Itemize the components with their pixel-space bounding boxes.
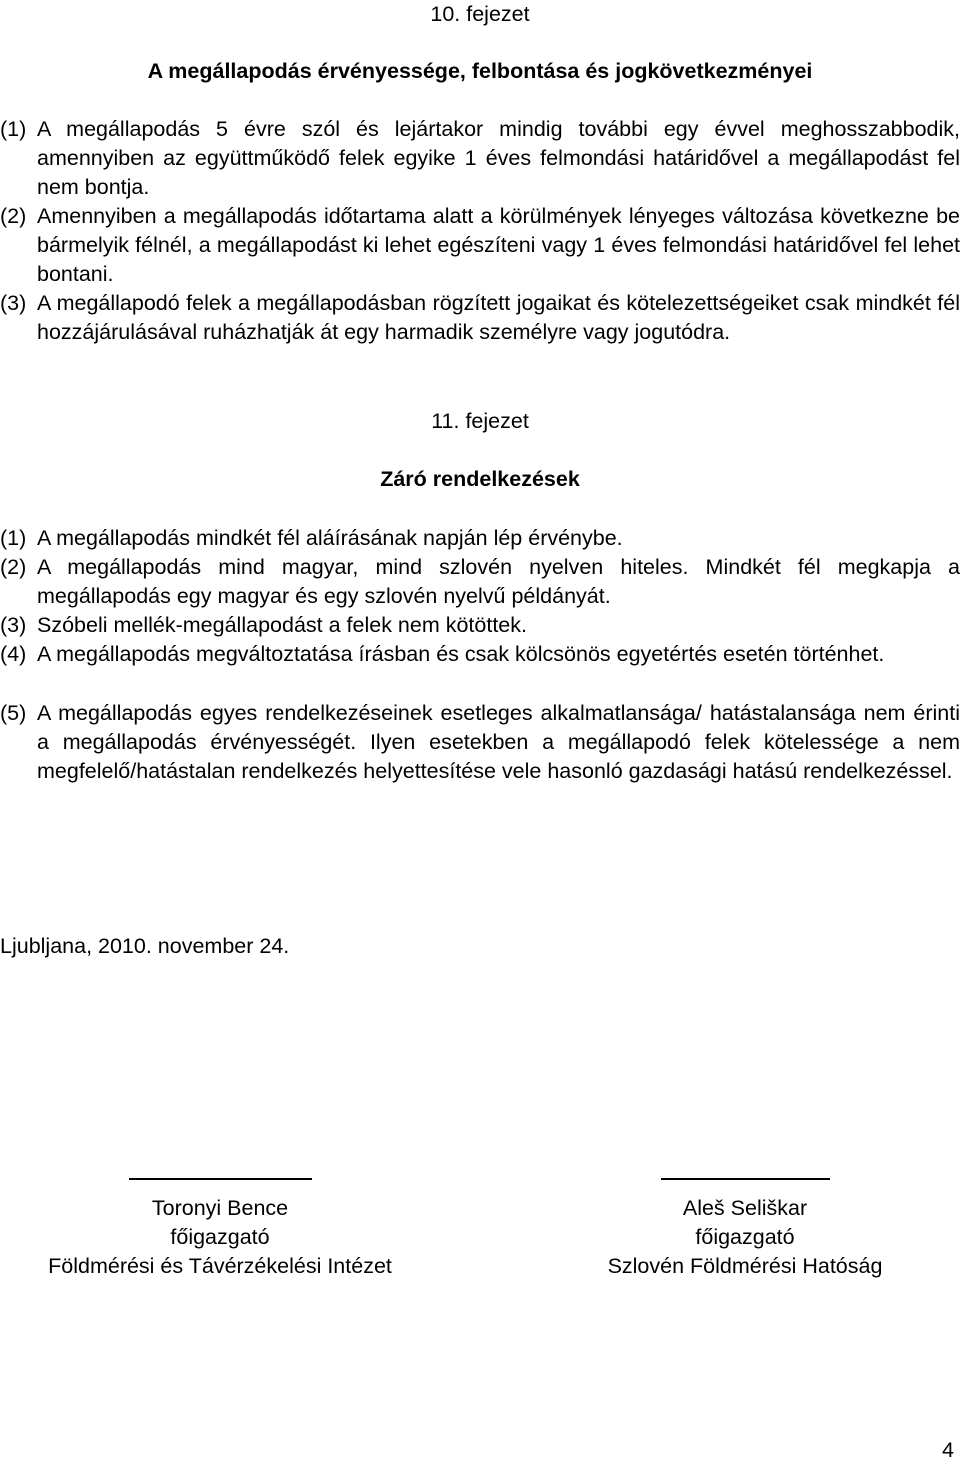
signer-role: főigazgató [170,1225,270,1249]
chapter-10-title: A megállapodás érvényessége, felbontása és jogkövetkezményei [147,59,813,83]
chapter-11-paragraph-4 [0,640,960,669]
signer-name: Toronyi Bence [151,1196,289,1220]
chapter-11-title: Záró rendelkezések [380,467,580,491]
signature-block-right [560,1178,930,1281]
signer-role: főigazgató [695,1225,795,1249]
place-and-date: Ljubljana, 2010. november 24. [0,934,290,958]
paragraph-number: (3) [0,291,27,315]
paragraph-number: (3) [0,613,27,637]
chapter-11-paragraph-1 [0,524,960,553]
paragraph-number: (1) [0,117,27,141]
paragraph-number: (5) [0,701,27,725]
chapter-11-paragraph-5 [0,699,960,786]
chapter-11-heading: 11. fejezet [431,409,529,433]
signature-line [661,1178,830,1180]
signature-line [129,1178,312,1180]
page-number: 4 [942,1438,954,1462]
paragraph-text: A megállapodás megváltoztatása írásban és csak kölcsönös egyetértés esetén történhet. [37,642,885,666]
paragraph-number: (4) [0,642,27,666]
chapter-10-paragraph-2 [0,202,960,289]
signer-name: Aleš Seliškar [682,1196,808,1220]
paragraph-text: A megállapodás egyes rendelkezéseinek esetleges alkalmatlansága/ hatástalansága nem érinti a megállapodás érvényességét. Ilyen esetekben a megállapodó felek kötelessége a nem megfelelő/hatástalan rendelkezés helyettesítése vele hasonló gazdasági hatású rendelkezéssel. [37,701,960,783]
paragraph-text: Szóbeli mellék-megállapodást a felek nem kötöttek. [37,613,527,637]
signature-block-left [0,1178,440,1281]
signer-organization: Szlovén Földmérési Hatóság [607,1254,883,1278]
chapter-10-paragraph-1 [0,115,960,202]
paragraph-text: A megállapodás mindkét fél aláírásának napján lép érvénybe. [37,526,623,550]
chapter-11-paragraph-3 [0,611,960,640]
chapter-11-paragraph-2 [0,553,960,611]
signer-organization: Földmérési és Távérzékelési Intézet [48,1254,392,1278]
paragraph-number: (2) [0,204,27,228]
paragraph-text: A megállapodás 5 évre szól és lejártakor mindig további egy évvel meghosszabbodik, amennyiben az együttműködő felek egyike 1 éves felmondási határidővel a megállapodást fel nem bontja. [37,117,960,199]
paragraph-text: Amennyiben a megállapodás időtartama alatt a körülmények lényeges változása következne be bármelyik félnél, a megállapodást ki lehet egészíteni vagy 1 éves felmondási határidővel fel lehet bontani. [37,204,960,286]
paragraph-text: A megállapodás mind magyar, mind szlovén nyelven hiteles. Mindkét fél megkapja a megállapodás egy magyar és egy szlovén nyelvű példányát. [37,555,960,608]
paragraph-text: A megállapodó felek a megállapodásban rögzített jogaikat és kötelezettségeiket csak mindkét fél hozzájárulásával ruházhatják át egy harmadik személyre vagy jogutódra. [37,291,960,344]
chapter-10-paragraph-3 [0,289,960,347]
chapter-10-heading: 10. fejezet [430,2,530,26]
paragraph-number: (2) [0,555,27,579]
paragraph-number: (1) [0,526,27,550]
